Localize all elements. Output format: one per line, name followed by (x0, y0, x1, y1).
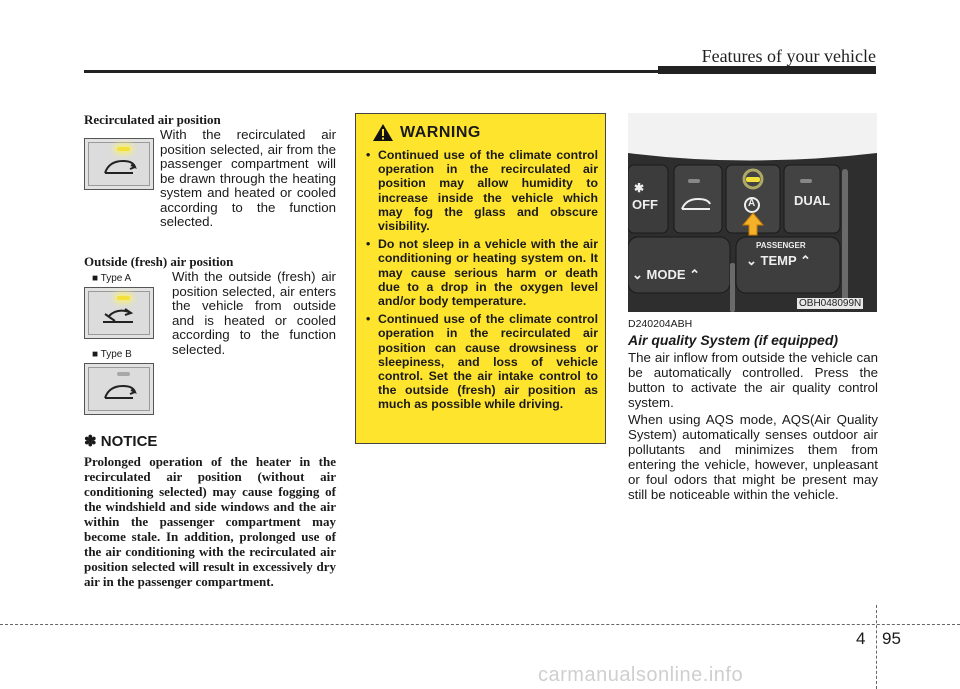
photo-code: OBH048099N (799, 298, 862, 309)
aqs-paragraph-1: The air inflow from outside the vehicle can be automatically controlled. Press the button to activate the air quality control system. (628, 350, 878, 410)
warning-box (355, 113, 606, 444)
type-b-label: ■ Type B (92, 349, 132, 360)
temp-label: ⌄ TEMP ⌃ (746, 253, 811, 268)
passenger-label: PASSENGER (756, 241, 806, 250)
notice-star-icon: ✽ (84, 433, 97, 450)
chevron-up-icon: ⌃ (689, 267, 701, 282)
aqs-title: Air quality System (if equipped) (628, 332, 839, 348)
type-a-label: ■ Type A (92, 273, 132, 284)
fresh-air-icon (89, 292, 151, 336)
fresh-heading: Outside (fresh) air position (84, 254, 234, 269)
warning-triangle-icon (372, 123, 394, 142)
recirc-description: With the recirculated air position selected, air from the passenger compartment will be drawn through the heating system and heated or cooled according to the function selected. (160, 127, 336, 229)
footer-rule (0, 624, 960, 625)
watermark: carmanualsonline.info (538, 664, 744, 686)
fan-off-label: ✱ OFF (632, 181, 658, 212)
chevron-up-icon: ⌃ (800, 253, 811, 268)
warning-item: • Continued use of the climate control operation in the recirculated air position may allow humidity to increase inside the vehicle which may fog the glass and obscure visibility. (366, 148, 598, 233)
warning-item: • Continued use of the climate control operation in the recirculated air position can cause drowsiness or sleepiness, and loss of vehicle control. Set the air intake control to the outside (fresh) air position as much as possible while driving. (366, 312, 598, 411)
doc-code: D240204ABH (628, 318, 693, 330)
fresh-button-image-type-b (84, 363, 154, 415)
warning-list (366, 148, 598, 416)
header-tab-bar (658, 66, 876, 74)
fresh-description: With the outside (fresh) air position selected, air enters the vehicle from outside and is heated or cooled according to the function selected. (172, 269, 336, 357)
recirc-air-icon (89, 143, 151, 187)
fresh-button-image-type-a (84, 287, 154, 339)
aqs-label: A (748, 198, 756, 209)
warning-item: • Do not sleep in a vehicle with the air conditioning or heating system on. It may cause serious harm or death due to a drop in the oxygen level and/or body temperature. (366, 237, 598, 308)
footer-divider (876, 605, 877, 689)
mode-label: ⌄ MODE ⌃ (632, 267, 701, 282)
chevron-down-icon: ⌄ (632, 267, 643, 282)
dual-label: DUAL (794, 193, 831, 208)
chapter-number: 4 (856, 629, 866, 648)
notice-title: ✽ NOTICE (84, 433, 158, 450)
aqs-paragraph-2: When using AQS mode, AQS(Air Quality System) automatically senses outdoor air pollutants and minimizes them from entering the vehicle, however, unpleasant or foul odors that might be present may still be noticeable within the vehicle. (628, 412, 878, 502)
fan-icon: ✱ (634, 181, 645, 195)
notice-body: Prolonged operation of the heater in the recirculated air position (without air conditioning selected) may cause fogging of the windshield and side windows and the air within the passenger compartment may become stale. In addition, prolonged use of the air conditioning with the recirculated air position selected will result in excessively dry air in the passenger compartment. (84, 454, 336, 589)
section-title: Features of your vehicle (701, 46, 876, 66)
chevron-down-icon: ⌄ (746, 253, 757, 268)
recirc-button-image (84, 138, 154, 190)
recirc-heading: Recirculated air position (84, 112, 221, 127)
climate-panel-photo (628, 113, 877, 312)
recirc-air-icon (89, 368, 151, 412)
page-number: 95 (882, 629, 901, 648)
warning-heading: WARNING (372, 123, 481, 142)
